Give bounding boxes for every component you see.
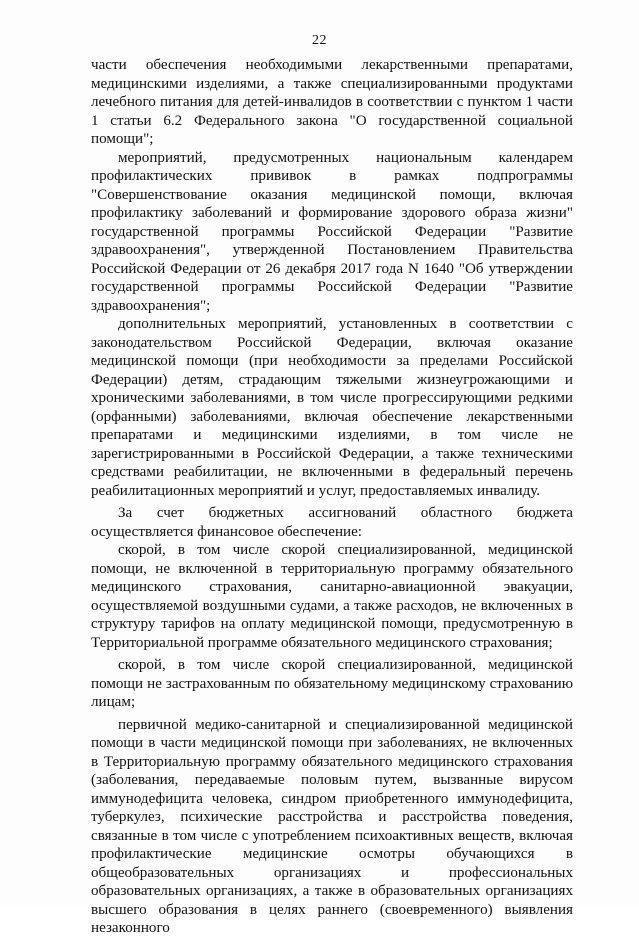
paragraph-additional-events: дополнительных мероприятий, установленных в соответствии с законодательством Российской Федерации, включая оказание медицинской помощи (при необходимости за пределами Российской Федерации) детям, страдающим тяжелыми жизнеугрожающими и хроническими заболеваниями, в том числе прогрессирующими редкими (орфанными) заболеваниями, включая обеспечение лекарственными препаратами и медицинскими изделиями, в том числе не зарегистрированными в Российской Федерации, а также техническими средствами реабилитации, не включенными в федеральный перечень реабилитационных мероприятий и услуг, предоставляемых инвалиду.: [91, 316, 573, 499]
paragraph-vaccination-events: мероприятий, предусмотренных национальным календарем профилактических прививок в рамках подпрограммы "Совершенствование оказания медицинской помощи, включая профилактику заболеваний и формирование здорового образа жизни" государственной программы Российской Федерации "Развитие здравоохранения", утвержденной Постановлением Правительства Российской Федерации от 26 декабря 2017 года N 1640 "Об утверждении государственной программы Российской Федерации "Развитие здравоохранения";: [91, 149, 573, 314]
paragraph-regional-budget: За счет бюджетных ассигнований областного бюджета осуществляется финансовое обеспечение:: [91, 505, 573, 540]
paragraph-emergency-uninsured: скорой, в том числе скорой специализированной, медицинской помощи не застрахованным по обязательному медицинскому страхованию лицам;: [91, 657, 573, 710]
page-number: 22: [312, 33, 327, 48]
document-body: [91, 56, 573, 938]
paragraph-continued: части обеспечения необходимыми лекарственными препаратами, медицинскими изделиями, а также специализированными продуктами лечебного питания для детей-инвалидов в соответствии с пунктом 1 части 1 статьи 6.2 Федерального закона "О государственной социальной помощи";: [91, 57, 573, 147]
paragraph-primary-care: первичной медико-санитарной и специализированной медицинской помощи в части медицинской помощи при заболеваниях, не включенных в Территориальную программу обязательного медицинского страхования (заболевания, передаваемые половым путем, вызванные вирусом иммунодефицита человека, синдром приобретенного иммунодефицита, туберкулез, психические расстройства и расстройства поведения, связанные в том числе с употреблением психоактивных веществ, включая профилактические медицинские осмотры обучающихся в общеобразовательных организациях и профессиональных образовательных организациях, а также в образовательных организациях высшего образования в целях раннего (своевременного) выявления незаконного: [91, 716, 573, 936]
paragraph-emergency-care: скорой, в том числе скорой специализированной, медицинской помощи, не включенной в территориальную программу обязательного медицинского страхования, санитарно-авиационной эвакуации, осуществляемой воздушными судами, а также расходов, не включенных в структуру тарифов на оплату медицинской помощи, предусмотренную в Территориальной программе обязательного медицинского страхования;: [91, 542, 573, 651]
